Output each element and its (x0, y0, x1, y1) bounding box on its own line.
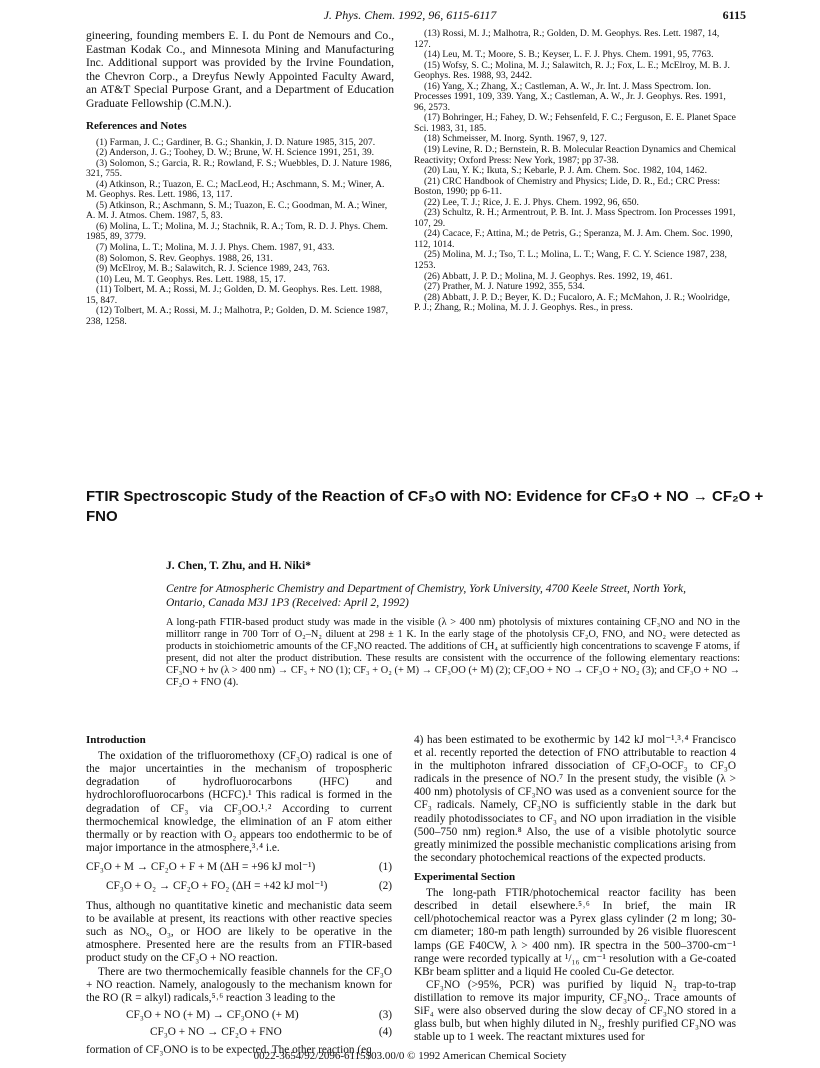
reference-item: (24) Cacace, F.; Attina, M.; de Petris, G.; Speranza, M. J. Am. Chem. Soc. 1990, 112, 1014. (414, 228, 733, 250)
equation-2 (86, 880, 392, 894)
reference-item: (2) Anderson, J. G.; Toohey, D. W.; Brune, W. H. Science 1991, 251, 39. (96, 147, 375, 159)
references-heading: References and Notes (86, 120, 187, 133)
reference-item: (8) Solomon, S. Rev. Geophys. 1988, 26, 131. (96, 252, 273, 264)
paragraph: There are two thermochemically feasible channels for the CF₃O + NO reaction. Namely, analogously to the mechanism known for the RO (R = alkyl) radicals,⁵˒⁶ reaction 3 leading to the (86, 965, 392, 1004)
reference-item: (15) Wofsy, S. C.; Molina, M. J.; Salawitch, R. J.; Fox, L. E.; McElroy, M. B. J. Geophys. Res. 1988, 93, 2442. (414, 59, 730, 82)
journal-header: J. Phys. Chem. 1992, 96, 6115-6117 (323, 8, 497, 22)
reference-item: (14) Leu, M. T.; Moore, S. B.; Keyser, L. F. J. Phys. Chem. 1991, 95, 7763. (424, 49, 714, 61)
reference-item: (16) Yang, X.; Zhang, X.; Castleman, A. W., Jr. Int. J. Mass Spectrom. Ion. Processes 1991, 109, 339. Yang, X.; Castleman, A. W., Jr. J. Geophys. Res. 1991, 96, 2573. (414, 80, 726, 113)
paragraph: CF₃NO (>95%, PCR) was purified by liquid N₂ trap-to-trap distillation to remove its major impurity, CF₃NO₂. Trace amounts of SiF₄ were also observed during the slow decay of CF₃NO stored in a glass bulb, but when highly diluted in N₂, freshly purified CF₃NO was stable up to 1 week. The reactant mixtures used for (414, 978, 736, 1044)
equation-3 (86, 1009, 392, 1023)
paragraph: 4) has been estimated to be exothermic by 142 kJ mol⁻¹.³˒⁴ Francisco et al. recently reported the detection of FNO attributable to reaction 4 in the multiphoton infrared dissociation of CF₃O-OCF₃ to CF₃O radicals in the presence of NO.⁷ In the present study, the visible (λ > 400 nm) photolysis of CF₃NO was used as a convenient source for the CF₃ radicals. Namely, CF₃NO is sufficiently stable in the dark but readily photodissociates to CF₃ and NO upon irradiation in the visible (500–750 nm) region.⁸ Also, the use of a visible photolytic source greatly minimized the possible mechanistic complications arising from the secondary photochemical reactions of the expected products. (414, 734, 736, 864)
equation-text: CF₃O + NO → CF₂O + FNO (150, 1026, 282, 1039)
experimental-heading: Experimental Section (414, 870, 516, 883)
reference-item: (27) Prather, M. J. Nature 1992, 355, 534. (424, 281, 585, 293)
introduction-heading: Introduction (86, 734, 146, 746)
reference-item: (19) Levine, R. D.; Bernstein, R. B. Molecular Reaction Dynamics and Chemical Reactivity; Oxford Press: New York, 1987; pp 37-38. (414, 144, 736, 166)
equation-text: CF₃O + NO (+ M) → CF₃ONO (+ M) (126, 1008, 299, 1021)
reference-item: (13) Rossi, M. J.; Malhotra, R.; Golden, D. M. Geophys. Res. Lett. 1987, 14, 127. (414, 28, 720, 50)
reference-item: (26) Abbatt, J. P. D.; Molina, M. J. Geophys. Res. 1992, 19, 461. (424, 270, 673, 282)
body-right-column (414, 734, 736, 1044)
equation-1 (86, 861, 392, 875)
page-number: 6115 (722, 8, 746, 22)
reference-item: (5) Atkinson, R.; Aschmann, S. M.; Tuazon, E. C.; Goodman, M. A.; Winer, A. M. J. Atmos. Chem. 1987, 5, 83. (86, 199, 388, 222)
reference-item: (22) Lee, T. J.; Rice, J. E. J. Phys. Chem. 1992, 96, 650. (424, 196, 639, 208)
equation-number: (2) (378, 880, 392, 893)
reference-item: (18) Schmeisser, M. Inorg. Synth. 1967, 9, 127. (424, 133, 607, 145)
equation-text: CF₃O + M → CF₂O + F + M (ΔH = +96 kJ mol⁻¹) (86, 860, 316, 873)
equation-4 (86, 1026, 392, 1040)
article-affiliation: Centre for Atmospheric Chemistry and Department of Chemistry, York University, 4700 Keele Street, North York, Ontario, Canada M3J 1P3 (Received: April 2, 1992) (166, 583, 687, 610)
article-abstract: A long-path FTIR-based product study was made in the visible (λ > 400 nm) photolysis of mixtures containing CF₃NO and NO in the millitorr range in 700 Torr of O₂–N₂ diluent at 298 ± 1 K. In the early stage of the photolysis CF₂O, FNO, and NO₂ were detected as products in stoichiometric amounts of the CF₃NO reacted. The additions of CH₄ at sufficiently high concentrations to scavenge F atoms, if present, did not alter the product distribution. These results are consistent with the occurrence of the following elementary reactions: CF₃NO + hν (λ > 400 nm) → CF₃ + NO (1); CF₃ + O₂ (+ M) → CF₃OO (+ M) (2); CF₃OO + NO → CF₃O + NO₂ (3); and CF₃O + NO → CF₂O + FNO (4). (166, 617, 740, 689)
equation-number: (3) (378, 1008, 392, 1021)
paragraph: formation of CF₃ONO is to be expected. The other reaction (eq (86, 1043, 372, 1056)
equation-text: CF₃O + O₂ → CF₂O + FO₂ (ΔH = +42 kJ mol⁻¹) (106, 880, 328, 893)
top-left-column (86, 29, 394, 327)
paragraph: The long-path FTIR/photochemical reactor facility has been described in detail elsewhere.⁵˒⁶ In brief, the main IR cell/photochemical reactor was a Pyrex glass cylinder (2 m long; 30-cm diameter; 180-m path length) surrounded by 26 visible fluorescent lamps (GE F40CW, λ > 400 nm). IR spectra in the 500–3700-cm⁻¹ range were recorded typically at ¹/₁₆ cm⁻¹ resolution with a Ge-coated KBr beam splitter and a liquid He cooled Cu-Ge detector. (414, 887, 736, 978)
reference-item: (3) Solomon, S.; Garcia, R. R.; Rowland, F. S.; Wuebbles, D. J. Nature 1986, 321, 755. (86, 157, 392, 180)
equation-number: (1) (378, 860, 392, 873)
paragraph: Thus, although no quantitative kinetic and mechanistic data seem to be available at present, its reactions with other reactive species such as NOₓ, O₃, or HOO are likely to be operative in the atmosphere. Presented here are the results from an FTIR-based product study on the CF₃O + NO reaction. (86, 900, 392, 965)
reference-item: (10) Leu, M. T. Geophys. Res. Lett. 1988, 15, 17. (96, 273, 286, 285)
reference-item: (7) Molina, L. T.; Molina, M. J. J. Phys. Chem. 1987, 91, 433. (96, 242, 335, 254)
reference-item: (20) Lau, Y. K.; Ikuta, S.; Kebarle, P. J. Am. Chem. Soc. 1982, 104, 1462. (424, 165, 707, 177)
copyright-footer: 0022-3654/92/2096-6115$03.00/0 © 1992 American Chemical Society (253, 1050, 567, 1062)
reference-item: (17) Bohringer, H.; Fahey, D. W.; Fehsenfeld, F. C.; Ferguson, E. E. Planet Space Sci. 1983, 31, 185. (414, 112, 736, 134)
reference-item: (12) Tolbert, M. A.; Rossi, M. J.; Malhotra, P.; Golden, D. M. Science 1987, 238, 1258. (86, 305, 389, 327)
reference-item: (25) Molina, M. J.; Tso, T. L.; Molina, L. T.; Wang, F. C. Y. Science 1987, 238, 1253. (414, 249, 727, 272)
reference-item: (4) Atkinson, R.; Tuazon, E. C.; MacLeod, H.; Aschmann, S. M.; Winer, A. M. Geophys. Res. Lett. 1986, 13, 117. (86, 178, 385, 201)
article-authors: J. Chen, T. Zhu, and H. Niki* (166, 560, 311, 572)
reference-item: (1) Farman, J. C.; Gardiner, B. G.; Shankin, J. D. Nature 1985, 315, 207. (96, 136, 376, 148)
reference-item: (11) Tolbert, M. A.; Rossi, M. J.; Golden, D. M. Geophys. Res. Lett. 1988, 15, 847. (86, 284, 383, 306)
acknowledgment-text: gineering, founding members E. I. du Pont de Nemours and Co., Eastman Kodak Co., and Minnesota Mining and Manufacturing Inc. Additional support was provided by the Irvine Foundation, the Chevron Corp., a Dreyfus Newly Appointed Faculty Award, an AT&T Special Purpose Grant, and a Department of Education Graduate Fellowship (C.M.N.). (86, 29, 394, 110)
reference-item: (21) CRC Handbook of Chemistry and Physics; Lide, D. R., Ed.; CRC Press: Boston, 1990; pp 6-11. (414, 175, 721, 198)
body-left-column (86, 734, 392, 1057)
reference-item: (28) Abbatt, J. P. D.; Beyer, K. D.; Fucaloro, A. F.; McMahon, J. R.; Woolridge, P. J.; Zhang, R.; Molina, M. J. J. Geophys. Res., in press. (414, 291, 730, 314)
reference-item: (23) Schultz, R. H.; Armentrout, P. B. Int. J. Mass Spectrom. Ion Processes 1991, 107, 29. (414, 207, 736, 229)
reference-item: (6) Molina, L. T.; Molina, M. J.; Stachnik, R. A.; Tom, R. D. J. Phys. Chem. 1985, 89, 3779. (86, 220, 388, 243)
equation-number: (4) (378, 1026, 392, 1039)
top-right-column (414, 29, 736, 314)
paragraph: The oxidation of the trifluoromethoxy (CF₃O) radical is one of the major uncertainties in the mechanism of tropospheric degradation of hydrofluorocarbons (HFC) and hydrochlorofluorocarbons (HCFC).¹ This radical is formed in the degradation of CF₃ via CF₃OO.¹˒² According to current thermochemical knowledge, the elimination of an F atom either thermally or by reaction with O₂ appears too endothermic to be of major importance in the atmosphere,³˒⁴ i.e. (86, 750, 392, 854)
reference-item: (9) McElroy, M. B.; Salawitch, R. J. Science 1989, 243, 763. (96, 263, 330, 275)
article-title: FTIR Spectroscopic Study of the Reaction of CF₃O with NO: Evidence for CF₃O + NO → CF₂O + FNO (86, 488, 764, 525)
